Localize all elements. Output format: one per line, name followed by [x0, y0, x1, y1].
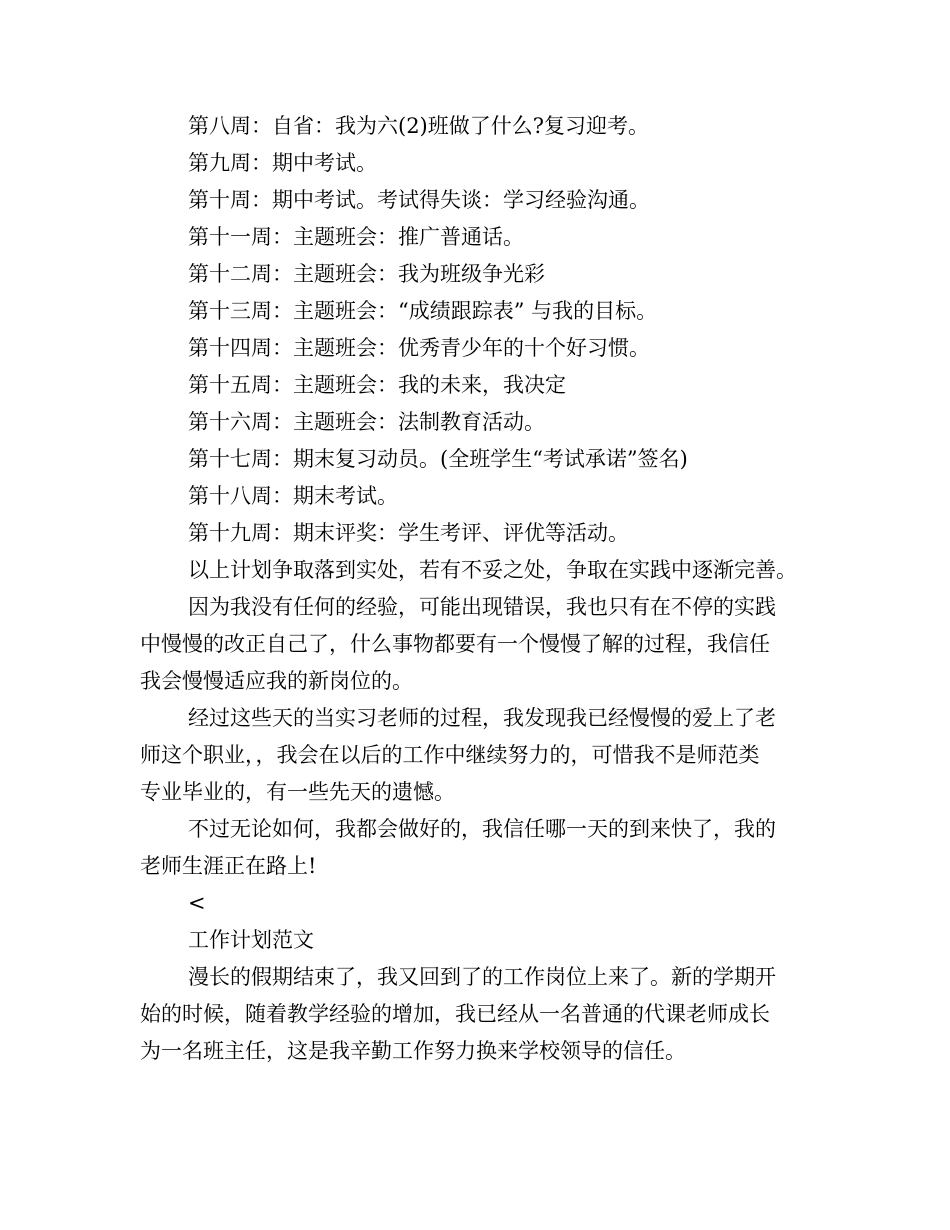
paragraph-line: 老师生涯正在路上!: [140, 854, 317, 878]
paragraph-plan: [140, 552, 810, 589]
paragraph-line: 漫长的假期结束了，我又回到了的工作岗位上来了。新的学期开: [188, 965, 776, 989]
paragraph-experience: [140, 589, 810, 700]
schedule-item-week-14: 第十四周：主题班会：优秀青少年的十个好习惯。: [188, 336, 650, 360]
schedule-item-week-8: 第八周：自省：我为六(2)班做了什么?复习迎考。: [188, 114, 650, 138]
paragraph-line: 因为我没有任何的经验，可能出现错误，我也只有在不停的实践: [188, 595, 776, 619]
paragraph-line: 不过无论如何，我都会做好的，我信任哪一天的到来快了，我的: [188, 817, 776, 841]
paragraph-line: 为一名班主任，这是我辛勤工作努力换来学校领导的信任。: [140, 1039, 686, 1063]
section-title: 工作计划范文: [188, 928, 314, 952]
separator-mark: <: [188, 891, 206, 915]
document-body: [140, 108, 810, 1070]
paragraph-line: 中慢慢的改正自己了，什么事物都要有一个慢慢了解的过程，我信任: [140, 632, 770, 656]
schedule-item-week-9: 第九周：期中考试。: [188, 151, 377, 175]
paragraph-line: 以上计划争取落到实处，若有不妥之处，争取在实践中逐渐完善。: [188, 558, 797, 582]
paragraph-line: 始的时候，随着教学经验的增加，我已经从一名普通的代课老师成长: [140, 1002, 770, 1026]
schedule-item-week-19: 第十九周：期末评奖：学生考评、评优等活动。: [188, 521, 629, 545]
schedule-item-week-16: 第十六周：主题班会：法制教育活动。: [188, 410, 545, 434]
paragraph-teacher: [140, 700, 810, 811]
schedule-item-week-13: 第十三周：主题班会：“成绩跟踪表” 与我的目标。: [188, 299, 658, 323]
paragraph-line: 经过这些天的当实习老师的过程，我发现我已经慢慢的爱上了老: [188, 706, 776, 730]
paragraph-line: 专业毕业的，有一些先天的遗憾。: [140, 780, 455, 804]
schedule-item-week-11: 第十一周：主题班会：推广普通话。: [188, 225, 524, 249]
schedule-item-week-17: 第十七周：期末复习动员。(全班学生“考试承诺”签名): [188, 447, 688, 471]
schedule-item-week-12: 第十二周：主题班会：我为班级争光彩: [188, 262, 545, 286]
paragraph-line: 我会慢慢适应我的新岗位的。: [140, 669, 413, 693]
schedule-item-week-15: 第十五周：主题班会：我的未来，我决定: [188, 373, 566, 397]
paragraph-new-term: [140, 959, 810, 1070]
schedule-item-week-10: 第十周：期中考试。考试得失谈：学习经验沟通。: [188, 188, 650, 212]
paragraph-future: [140, 811, 810, 885]
paragraph-line: 师这个职业，，我会在以后的工作中继续努力的，可惜我不是师范类: [140, 743, 760, 767]
schedule-item-week-18: 第十八周：期末考试。: [188, 484, 398, 508]
weekly-schedule-list: [140, 108, 810, 552]
